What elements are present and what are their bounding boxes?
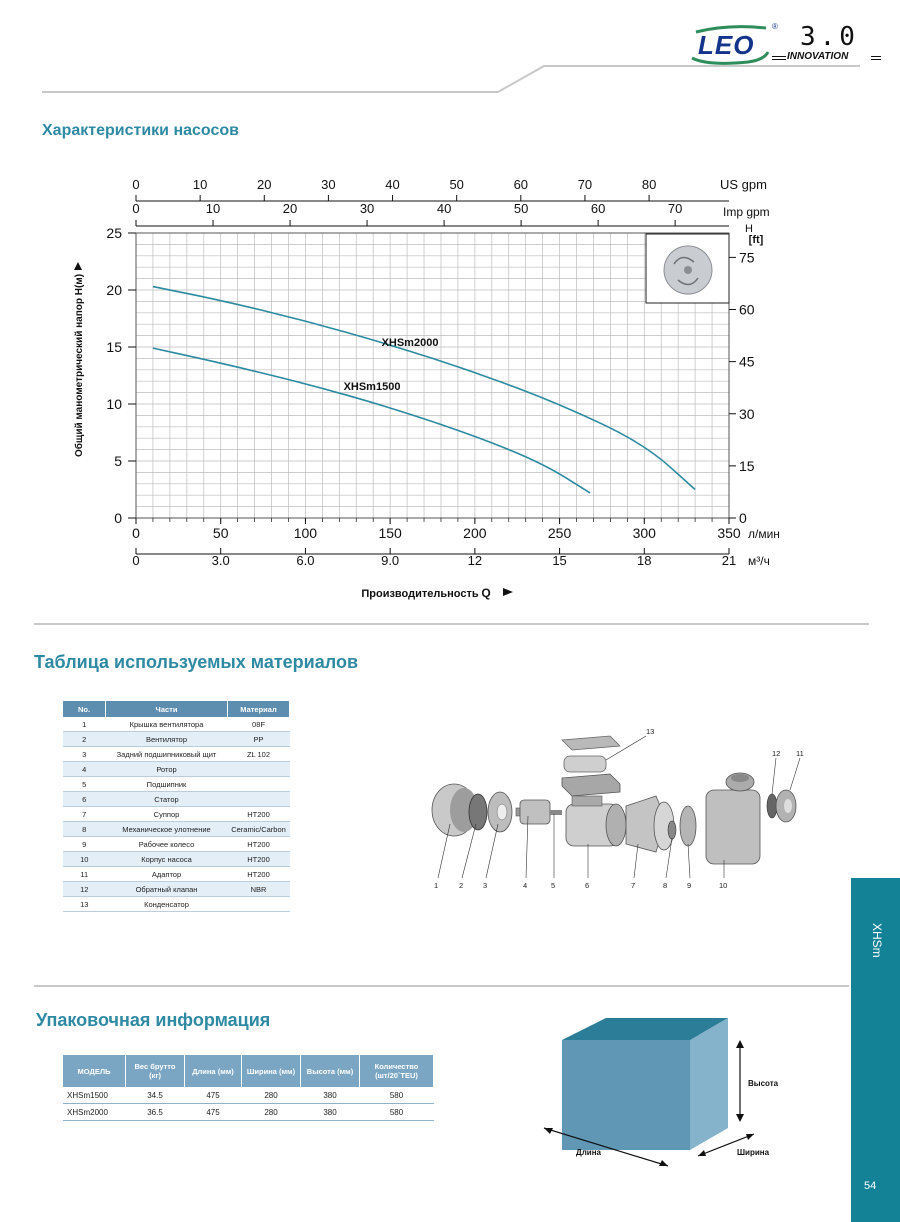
rear-shield-icon — [488, 792, 512, 832]
cell-part: Суппор — [106, 807, 228, 822]
col-header-part: Части — [106, 701, 228, 717]
part-label: 3 — [483, 881, 488, 890]
imp-gpm-tick-label: 50 — [513, 201, 529, 216]
col-header-model: МОДЕЛЬ — [63, 1055, 126, 1087]
table-row — [63, 807, 290, 822]
cell-weight: 34.5 — [126, 1087, 185, 1104]
cell-material: PP — [228, 732, 290, 747]
cell-part: Корпус насоса — [106, 852, 228, 867]
cell-no: 12 — [63, 882, 106, 897]
rotor-icon — [516, 800, 562, 824]
cell-width: 280 — [242, 1087, 301, 1104]
cell-height: 380 — [301, 1087, 360, 1104]
imp-gpm-tick-label: 10 — [205, 201, 221, 216]
col-header-no: No. — [63, 701, 106, 717]
m3h-tick-label: 21 — [721, 553, 737, 568]
cell-no: 11 — [63, 867, 106, 882]
cell-part: Крышка вентилятора — [106, 717, 228, 732]
cell-material: 08F — [228, 717, 290, 732]
m3h-unit-label: м³/ч — [748, 554, 770, 568]
imp-gpm-tick-label: 70 — [667, 201, 683, 216]
packing-section-title: Упаковочная информация — [36, 1010, 271, 1030]
divider-2 — [34, 985, 849, 987]
imp-gpm-tick-label: 40 — [436, 201, 452, 216]
cell-part: Вентилятор — [106, 732, 228, 747]
col-header-height: Высота (мм) — [301, 1055, 360, 1087]
x-tick-label: 350 — [717, 525, 741, 541]
cell-part: Статор — [106, 792, 228, 807]
x-tick-label: 100 — [293, 525, 318, 541]
impeller-hub-icon — [684, 266, 692, 274]
package-box-diagram — [520, 1010, 810, 1170]
cell-part: Адаптор — [106, 867, 228, 882]
x-tick-label: 0 — [132, 525, 140, 541]
y-tick-label: 15 — [106, 339, 122, 355]
m3h-tick-label: 6.0 — [296, 553, 315, 568]
col-header-material: Материал — [228, 701, 290, 717]
ft-axis-title: H — [745, 223, 753, 235]
m3h-tick-label: 0 — [132, 553, 140, 568]
page-number: 54 — [864, 1180, 877, 1192]
ft-tick-label: 60 — [739, 301, 755, 318]
cell-no: 1 — [63, 717, 106, 732]
box-length-label: Длина — [576, 1148, 601, 1157]
plot-frame — [136, 233, 729, 518]
part-label: 12 — [772, 749, 781, 758]
part-label: 10 — [719, 881, 728, 890]
cell-length: 475 — [185, 1087, 242, 1104]
divider-1 — [34, 623, 869, 625]
m3h-tick-label: 9.0 — [381, 553, 400, 568]
series-label: XHSm1500 — [343, 381, 401, 393]
brand-logo — [688, 22, 778, 66]
part-label: 11 — [796, 749, 804, 758]
box-front — [562, 1040, 690, 1150]
cell-no: 5 — [63, 777, 106, 792]
chart-section-title: Характеристики насосов — [42, 122, 239, 139]
table-row — [63, 1104, 434, 1121]
col-header-width: Ширина (мм) — [242, 1055, 301, 1087]
x-tick-label: 150 — [378, 525, 402, 541]
bracket-icon — [626, 796, 674, 852]
imp-gpm-tick-label: 30 — [359, 201, 375, 216]
part-label: 6 — [585, 881, 590, 890]
logo-registered: ® — [772, 22, 778, 31]
table-row — [63, 897, 290, 912]
y-tick-label: 5 — [114, 453, 122, 469]
ft-tick-label: 15 — [739, 457, 755, 474]
table-row — [63, 852, 290, 867]
x-tick-label: 200 — [463, 525, 487, 541]
us-gpm-tick-label: 80 — [641, 177, 657, 192]
ft-axis-unit: [ft] — [748, 234, 764, 246]
cell-material — [228, 777, 290, 792]
m3h-tick-label: 18 — [637, 553, 652, 568]
version-text: 3.0 — [800, 22, 859, 52]
table-row — [63, 882, 290, 897]
cell-length: 475 — [185, 1104, 242, 1121]
table-row — [63, 762, 290, 777]
us-gpm-tick-label: 60 — [513, 177, 529, 192]
x-tick-label: 250 — [547, 525, 572, 541]
cell-no: 8 — [63, 822, 106, 837]
cell-weight: 36.5 — [126, 1104, 185, 1121]
box-width-label: Ширина — [737, 1148, 770, 1157]
cell-material: HT200 — [228, 852, 290, 867]
y-tick-label: 10 — [106, 396, 122, 412]
x-tick-label: 300 — [632, 525, 656, 541]
series-label: XHSm2000 — [381, 337, 439, 349]
cell-part: Задний подшипниковый щит — [106, 747, 228, 762]
ft-tick-label: 45 — [739, 353, 755, 370]
cell-material — [228, 762, 290, 777]
col-header-quantity: Количество (шт/20`TEU) — [360, 1055, 434, 1087]
cell-model: XHSm1500 — [63, 1087, 126, 1104]
cell-no: 2 — [63, 732, 106, 747]
us-gpm-tick-label: 10 — [192, 177, 208, 192]
y-tick-label: 25 — [106, 225, 122, 241]
part-label: 1 — [434, 881, 439, 890]
table-row — [63, 792, 290, 807]
ft-tick-label: 30 — [739, 405, 755, 422]
logo-text: LEO — [698, 30, 755, 60]
adapter-icon — [767, 790, 796, 822]
cell-no: 9 — [63, 837, 106, 852]
cell-part: Обратный клапан — [106, 882, 228, 897]
exploded-pump-diagram — [420, 720, 820, 900]
us-gpm-tick-label: 20 — [257, 177, 272, 192]
capacitor-icon — [562, 736, 646, 796]
pump-body-icon — [706, 773, 760, 864]
y-axis-arrow-icon — [74, 262, 82, 270]
innovation-line — [772, 51, 884, 63]
mechanical-seal-icon — [668, 821, 676, 839]
packing-table — [63, 1055, 434, 1121]
cell-part: Ротор — [106, 762, 228, 777]
x-axis-symbol: Q — [481, 586, 491, 600]
ft-tick-label: 0 — [739, 510, 747, 526]
m3h-tick-label: 15 — [552, 553, 567, 568]
x-axis-title: Производительность — [361, 588, 479, 600]
part-label: 5 — [551, 881, 556, 890]
cell-material — [228, 897, 290, 912]
cell-height: 380 — [301, 1104, 360, 1121]
y-tick-label: 0 — [114, 510, 122, 526]
part-label: 7 — [631, 881, 636, 890]
cell-no: 10 — [63, 852, 106, 867]
us-gpm-tick-label: 70 — [577, 177, 593, 192]
imp-gpm-tick-label: 60 — [590, 201, 606, 216]
materials-section-title: Таблица используемых материалов — [34, 652, 359, 672]
cell-quantity: 580 — [360, 1104, 434, 1121]
stator-icon — [566, 796, 626, 846]
table-row — [63, 837, 290, 852]
cell-material: HT200 — [228, 867, 290, 882]
cell-part: Подшипник — [106, 777, 228, 792]
cell-material: ZL 102 — [228, 747, 290, 762]
y-axis-title: Общий манометрический напор H(м) — [74, 273, 85, 458]
part-label: 13 — [646, 727, 655, 736]
cell-part: Конденсатор — [106, 897, 228, 912]
cell-no: 6 — [63, 792, 106, 807]
part-label: 2 — [459, 881, 464, 890]
table-row — [63, 867, 290, 882]
us-gpm-unit-label: US gpm — [720, 177, 767, 192]
table-row — [63, 747, 290, 762]
innovation-text: INNOVATION — [787, 51, 849, 62]
materials-table — [63, 701, 290, 912]
imp-gpm-tick-label: 20 — [282, 201, 298, 216]
us-gpm-tick-label: 50 — [449, 177, 464, 192]
cell-no: 7 — [63, 807, 106, 822]
imp-gpm-unit-label: Imp gpm — [723, 205, 770, 219]
ft-tick-label: 75 — [739, 249, 755, 266]
pump-performance-chart — [0, 170, 900, 610]
table-row — [63, 732, 290, 747]
table-row — [63, 1087, 434, 1104]
cell-no: 3 — [63, 747, 106, 762]
side-tab-model: XHSm — [870, 923, 884, 958]
table-row — [63, 717, 290, 732]
impeller-icon — [680, 806, 696, 846]
cell-no: 13 — [63, 897, 106, 912]
cell-material: Ceramic/Carbon — [228, 822, 290, 837]
side-tab — [851, 878, 900, 1222]
cell-part: Рабочее колесо — [106, 837, 228, 852]
cell-model: XHSm2000 — [63, 1104, 126, 1121]
col-header-length: Длина (мм) — [185, 1055, 242, 1087]
box-side — [690, 1018, 728, 1150]
us-gpm-tick-label: 40 — [385, 177, 400, 192]
us-gpm-tick-label: 30 — [321, 177, 336, 192]
x-unit-label: л/мин — [748, 527, 780, 541]
y-tick-label: 20 — [106, 282, 122, 298]
m3h-tick-label: 12 — [467, 553, 483, 568]
part-label: 4 — [523, 881, 528, 890]
imp-gpm-tick-label: 0 — [132, 201, 140, 216]
cell-material: HT200 — [228, 807, 290, 822]
fan-icon — [469, 794, 487, 830]
cell-material: NBR — [228, 882, 290, 897]
x-axis-arrow-icon — [503, 588, 513, 596]
table-row — [63, 777, 290, 792]
cell-material — [228, 792, 290, 807]
m3h-tick-label: 3.0 — [211, 553, 230, 568]
part-label: 8 — [663, 881, 668, 890]
us-gpm-tick-label: 0 — [132, 177, 140, 192]
x-tick-label: 50 — [212, 525, 229, 541]
part-label: 9 — [687, 881, 692, 890]
cell-part: Механическое улотнение — [106, 822, 228, 837]
packing-header-row — [63, 1055, 434, 1087]
cell-no: 4 — [63, 762, 106, 777]
col-header-weight: Вес брутто (кг) — [126, 1055, 185, 1087]
cell-width: 280 — [242, 1104, 301, 1121]
materials-header-row — [63, 701, 290, 717]
box-height-label: Высота — [748, 1079, 779, 1088]
cell-material: HT200 — [228, 837, 290, 852]
cell-quantity: 580 — [360, 1087, 434, 1104]
table-row — [63, 822, 290, 837]
